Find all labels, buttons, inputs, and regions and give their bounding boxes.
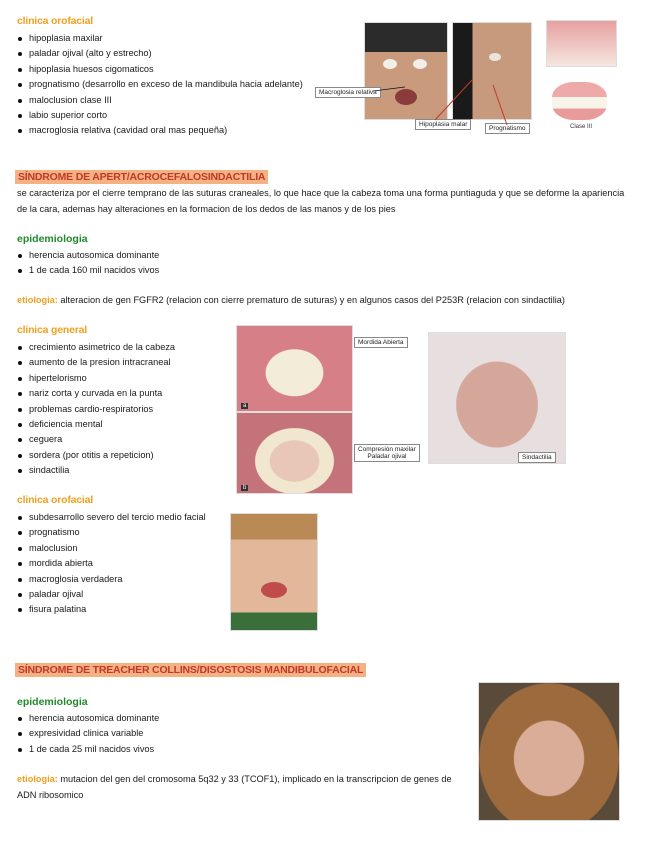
list-item: prognatismo (desarrollo en exceso de la mandibula hacia adelante): [17, 77, 303, 92]
sindactilia-label: Sindactilia: [518, 452, 556, 463]
clase-iii-caption: Clase III: [570, 124, 593, 130]
pointer-lines: [300, 20, 540, 135]
list-item: maloclusion clase III: [17, 93, 303, 108]
list-item: crecimiento asimetrico de la cabeza: [17, 340, 175, 355]
etiologia-text: alteracion de gen FGFR2 (relacion con cierre prematuro de suturas) y en algunos casos del P253R (relacion con sindactilia): [60, 295, 565, 305]
paladar-ojival-text: Paladar ojival: [367, 453, 407, 460]
apert-clinica-orofacial-heading: clinica orofacial: [17, 494, 93, 506]
list-item: prognatismo: [17, 525, 206, 540]
list-item: sordera (por otitis a repeticion): [17, 448, 175, 463]
maxillary-compression-photo: [236, 412, 353, 494]
list-item: nariz corta y curvada en la punta: [17, 386, 175, 401]
apert-clinica-orofacial-list: [17, 510, 206, 618]
apert-title: SÍNDROME DE APERT/ACROCEFALOSINDACTILIA: [15, 170, 268, 184]
list-item: hipertelorismo: [17, 371, 175, 386]
list-item: herencia autosomica dominante: [17, 248, 159, 263]
palate-photo: [546, 20, 617, 67]
apert-child-photo: [230, 513, 318, 631]
list-item: problemas cardio-respiratorios: [17, 402, 175, 417]
etiologia-label: etiologia:: [17, 295, 58, 305]
tc-epidemiologia-list: [17, 711, 159, 757]
prognatismo-label: Prognatismo: [485, 123, 530, 134]
open-bite-photo: [236, 325, 353, 412]
apert-epidemiologia-list: [17, 248, 159, 279]
list-item: hipoplasia maxilar: [17, 31, 303, 46]
macroglosia-label: Macroglosia relativa: [315, 87, 381, 98]
compresion-text: Compresión maxilar: [358, 446, 416, 453]
tc-epidemiologia-heading: epidemiologia: [17, 696, 88, 708]
list-item: aumento de la presion intracraneal: [17, 355, 175, 370]
list-item: expresividad clinica variable: [17, 726, 159, 741]
tc-etiologia: [17, 772, 467, 803]
list-item: hipoplasia huesos cigomaticos: [17, 62, 303, 77]
list-item: paladar ojival (alto y estrecho): [17, 46, 303, 61]
class-iii-teeth-illustration: [552, 82, 607, 120]
list-item: 1 de cada 160 mil nacidos vivos: [17, 263, 159, 278]
clinica-general-heading: clinica general: [17, 324, 87, 336]
photo-label-b: b: [243, 485, 247, 491]
clinica-general-list: [17, 340, 175, 479]
apert-epidemiologia-heading: epidemiologia: [17, 233, 88, 245]
apert-description: se caracteriza por el cierre temprano de las suturas craneales, lo que hace que la cabeza toma una forma puntiaguda y que se deforme la apariencia de la cara, ademas hay alteraciones en la formacion de los dedos de las manos y de los pies: [17, 188, 625, 214]
hipoplasia-label: Hipoplasia malar: [415, 119, 471, 130]
mordida-abierta-label: Mordida Abierta: [354, 337, 408, 348]
syndactyly-hand-photo: [428, 332, 566, 464]
list-item: maloclusion: [17, 541, 206, 556]
list-item: fisura palatina: [17, 602, 206, 617]
list-item: subdesarrollo severo del tercio medio facial: [17, 510, 206, 525]
clinica-orofacial-heading: clinica orofacial: [17, 15, 93, 27]
etiologia-label: etiologia:: [17, 774, 58, 784]
photo-label-a: a: [243, 403, 247, 409]
treacher-collins-child-photo: [478, 682, 620, 821]
apert-etiologia: [17, 293, 629, 309]
clinica-orofacial-list: [17, 31, 303, 139]
list-item: labio superior corto: [17, 108, 303, 123]
list-item: 1 de cada 25 mil nacidos vivos: [17, 742, 159, 757]
etiologia-text: mutacion del gen del cromosoma 5q32 y 33 (TCOF1), implicado en la transcripcion de genes de ADN ribosomico: [17, 774, 452, 800]
treacher-collins-title: SÍNDROME DE TREACHER COLLINS/DISOSTOSIS MANDIBULOFACIAL: [15, 663, 366, 677]
list-item: herencia autosomica dominante: [17, 711, 159, 726]
list-item: macroglosia verdadera: [17, 572, 206, 587]
list-item: macroglosia relativa (cavidad oral mas pequeña): [17, 123, 303, 138]
list-item: sindactilia: [17, 463, 175, 478]
list-item: mordida abierta: [17, 556, 206, 571]
compresion-label: [354, 444, 420, 462]
list-item: deficiencia mental: [17, 417, 175, 432]
list-item: paladar ojival: [17, 587, 206, 602]
list-item: ceguera: [17, 432, 175, 447]
